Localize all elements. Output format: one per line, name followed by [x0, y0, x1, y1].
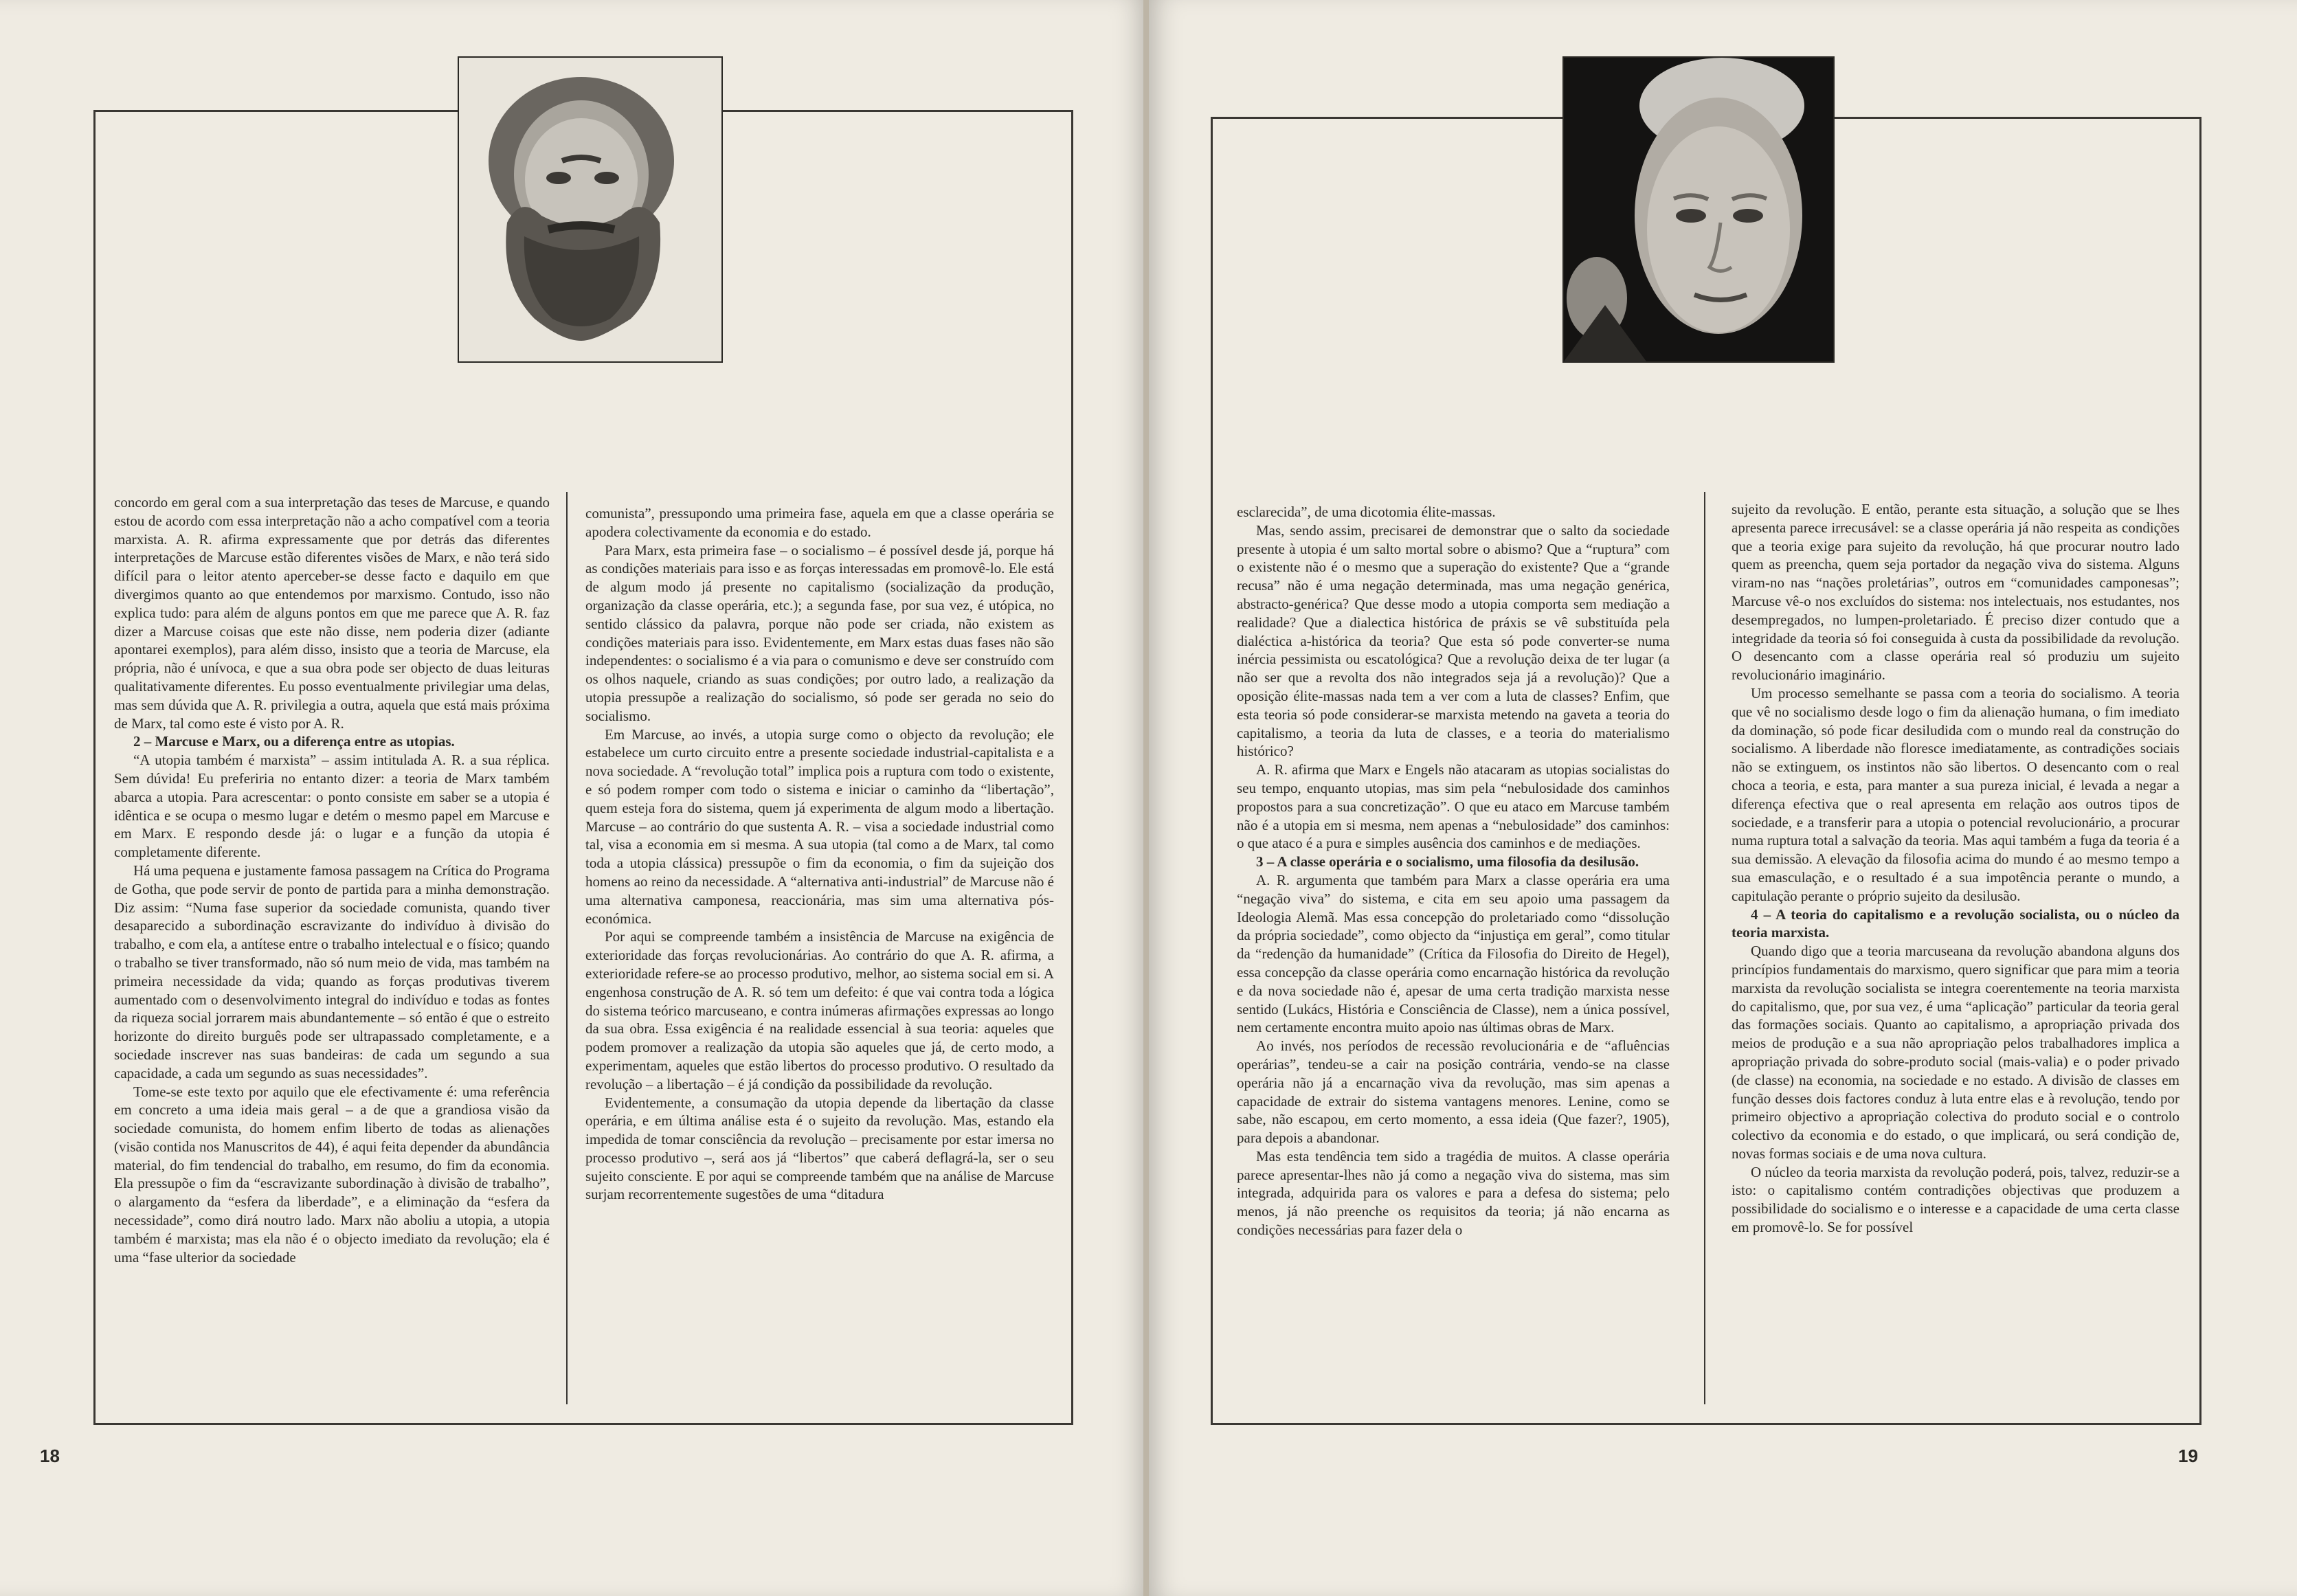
right-page-column-1: [1237, 503, 1670, 1239]
paragraph: Quando digo que a teoria marcuseana da revolução abandona alguns dos princípios fundamentais do marxismo, quero significar que para mim a teoria marxista da revolução socialista se integra coerentemente na teoria marxista do capitalismo, que, por sua vez, é uma “aplicação” particular da teoria geral das formações sociais. Quanto ao capitalismo, a apropriação privada dos meios de produção e a sua não apropriação pelos trabalhadores implica a apropriação privada do sobre-produto social (mais-valia) e o poder privado (de classe) na economia, na sociedade e no estado. A divisão de classes em função desses dois factores conduz à luta entre elas e à revolução, tendo por primeiro objectivo a apropriação colectiva do produto social e o controlo colectivo da economia e do estado, o que implicará, ou será condição de, novas formas sociais e de uma nova cultura.: [1732, 943, 2180, 1162]
left-page-column-1: [114, 493, 550, 1266]
paragraph: “A utopia também é marxista” – assim intitulada A. R. a sua réplica. Sem dúvida! Eu preferiria no entanto dizer: a teoria de Marx também abarca a utopia. Para acrescentar: o ponto consiste em saber se a utopia é idêntica e se ocupa o mesmo lugar e detém o mesmo papel em Marcuse e em Marx. E respondo desde já: o lugar e a função da utopia é completamente diferente.: [114, 752, 550, 861]
paragraph: Tome-se este texto por aquilo que ele efectivamente é: uma referência em concreto a uma ideia mais geral – a de que a grandiosa visão da sociedade comunista, do homem enfim liberto de todas as alienações (visão contida nos Manuscritos de 44), é aqui feita depender da abundância material, do fim tendencial do trabalho, em resumo, do fim da economia. Ela pressupõe o fim da “escravizante subordinação à divisão de trabalho”, o alargamento da “esfera da liberdade”, e a eliminação da “esfera da necessidade”, como dirá noutro lado. Marx não aboliu a utopia, a utopia também é marxista; mas ela não é o objecto imediato da revolução; ela é uma “fase ulterior da sociedade: [114, 1083, 550, 1266]
left-page: [0, 0, 1146, 1596]
paragraph: concordo em geral com a sua interpretação das teses de Marcuse, e quando estou de acordo com essa interpretação não a acho compatível com a teoria marxista. A. R. afirma expressamente que por detrás das diferentes interpretações de Marcuse estão diferentes visões de Marx, e não terá sido difícil para o leitor atento aperceber-se desse facto e daquilo em que divergimos quanto ao que entendemos por marxismo. Contudo, isso não explica tudo: para além de alguns pontos em que me parece que A. R. faz dizer a Marcuse coisas que este não disse, nem poderia dizer (adiante apontarei exemplos), para além disso, insisto que a teoria de Marcuse, ela própria, não é unívoca, e que a sua obra pode ser objecto de duas leituras qualitativamente diferentes. Eu posso eventualmente privilegiar uma delas, mas sem dúvida que A. R. privilegia a outra, aquela que está mais próxima de Marx, tal como este é visto por A. R.: [114, 494, 550, 732]
paragraph: O núcleo da teoria marxista da revolução poderá, pois, talvez, reduzir-se a isto: o capitalismo contém contradições objectivas que produzem a possibilidade do socialismo e o interesse e a capacidade de uma certa classe em promovê-lo. Se for possível: [1732, 1163, 2180, 1236]
paragraph: Um processo semelhante se passa com a teoria do socialismo. A teoria que vê no socialismo desde logo o fim da alienação humana, o fim imediato da dominação, só pode ficar desiludida com o mundo real da construção do socialismo. A liberdade não floresce imediatamente, as contradições sociais não se extinguem, os instintos não são libertos. O desencanto com o real choca a teoria, e esta, para manter a sua pureza inicial, é levada a negar a diferença efectiva que o real apresenta em relação aos outros tipos de sociedade, e a transferir para a utopia o potencial revolucionário, a procurar numa ruptura total a salvação da teoria. Mas aqui também a fuga da teoria é a sua demissão. A elevação da filosofia acima do mundo é ao mesmo tempo a sua emasculação, e o resultado é a sua impotência perante o mundo, a capitulação perante o próprio sujeito da desilusão.: [1732, 684, 2180, 904]
paragraph: A. R. afirma que Marx e Engels não atacaram as utopias socialistas do seu tempo, enquanto utopias, mas sim pela “nebulosidade dos caminhos propostos para a sua concretização”. O que eu ataco em Marcuse também não é a utopia em si mesma, nem apenas a “nebulosidade” dos caminhos: o que ataco é a pura e simples ausência dos caminhos e de mediações.: [1237, 761, 1670, 852]
section-heading-3: 3 – A classe operária e o socialismo, uma filosofia da desilusão.: [1256, 853, 1639, 870]
section-heading-4: 4 – A teoria do capitalismo e a revolução socialista, ou o núcleo da teoria marxista.: [1732, 906, 2180, 941]
paragraph: A. R. argumenta que também para Marx a classe operária era uma “negação viva” do sistema, e cita em seu apoio uma passagem da Ideologia Alemã. Mas essa concepção do proletariado como “dissolução da própria sociedade”, como objecto da “injustiça em geral”, como titular da “redenção da humanidade” (Crítica da Filosofia do Direito de Hegel), essa concepção da classe operária como encarnação histórica da revolução e da nova sociedade não é, apesar de uma certa tradição marxista nesse sentido (Lukács, História e Consciência de Classe), nem a única possível, nem certamente encontra muito apoio nas últimas obras de Marx.: [1237, 871, 1670, 1036]
paragraph: Evidentemente, a consumação da utopia depende da libertação da classe operária, e em última análise esta é o sujeito da revolução. Mas, estando ela impedida de tomar consciência da revolução – precisamente por estar imersa no processo produtivo –, será aos já “libertos” que caberá deflagrá-la, ser o seu sujeito consciente. E por aqui se compreende também que na análise de Marcuse surjam recorrentemente sugestões de uma “ditadura: [585, 1094, 1054, 1203]
left-page-column-2: [585, 504, 1054, 1204]
right-page-column-2: [1732, 500, 2180, 1237]
paragraph: Por aqui se compreende também a insistência de Marcuse na exigência de exterioridade das forças revolucionárias. Ao contrário do que A. R. afirma, a exterioridade refere-se ao processo produtivo, melhor, ao sistema social em si. A engenhosa construção de A. R. só tem um defeito: é que vai contra toda a lógica do sistema teórico marcuseano, e contra inúmeras afirmações expressas ao longo da sua obra. Essa exigência é na realidade essencial à sua teoria: aqueles que podem promover a realização da utopia são aqueles que já, de certo modo, a experimentam, aqueles que estão libertos do processo produtivo. O resultado da revolução – a libertação – é já condição da possibilidade da revolução.: [585, 928, 1054, 1092]
column-divider: [1704, 492, 1705, 1404]
elderly-man-portrait: [1564, 58, 1833, 361]
paragraph: Há uma pequena e justamente famosa passagem na Crítica do Programa de Gotha, que pode servir de ponto de partida para a minha demonstração. Diz assim: “Numa fase superior da sociedade comunista, quando tiver desaparecido a subordinação escravizante do indivíduo à divisão do trabalho, e com ela, a antítese entre o trabalho intelectual e o físico; quando o trabalho se tiver transformado, não só num meio de vida, mas também na primeira necessidade da vida; quando as forças produtivas tiverem aumentado com o desenvolvimento integral do indivíduo e todas as fontes da riqueza social jorrarem mais abundantemente – só então é que o estreito horizonte do direito burguês pode ser ultrapassado completamente, e a sociedade inscrever nas suas bandeiras: de cada um segundo a sua capacidade, a cada um segundo as suas necessidades”.: [114, 862, 550, 1081]
bearded-man-portrait: [459, 58, 721, 361]
portrait-photo-marcuse: [1562, 56, 1835, 363]
paragraph: comunista”, pressupondo uma primeira fase, aquela em que a classe operária se apodera colectivamente da economia e do estado.: [585, 505, 1054, 540]
paragraph: sujeito da revolução. E então, perante esta situação, a solução que se lhes apresenta parece irrecusável: se a classe operária já não respeita as condições que a teoria exige para sujeito da revolução, há que procurar noutro lado quem as preencha, quem seja portador da negação viva do sistema. Alguns viram-no nas “nações proletárias”, outros em “comunidades camponesas”; Marcuse vê-o nos excluídos do sistema: nos intelectuais, nos estudantes, nos desempregados, no lumpen-proletariado. É preciso dizer contudo que a integridade da teoria só foi conseguida à custa da possibilidade da revolução. O desencanto com a classe operária real só produziu um sujeito revolucionário imaginário.: [1732, 501, 2180, 684]
paragraph: esclarecida”, de uma dicotomia élite-massas.: [1237, 504, 1496, 520]
paragraph: Para Marx, esta primeira fase – o socialismo – é possível desde já, porque há as condições materiais para isso e as forças interessadas em promovê-lo. Ele está de algum modo já presente no capitalismo (socialização da produção, organização da classe operária, etc.); a segunda fase, por sua vez, é utópica, no sentido clássico da palavra, porque não pode ser criada, não existem as condições materiais para isso. Evidentemente, em Marx estas duas fases não são independentes: o socialismo é a via para o comunismo e deve ser construído com os olhos naquele, criando as suas condições; por outro lado, a realização da utopia pressupõe a realização do socialismo, só pode ser gerada no seio do socialismo.: [585, 541, 1054, 724]
paragraph: Mas esta tendência tem sido a tragédia de muitos. A classe operária parece apresentar-lhes não já como a negação viva do sistema, mas sim integrada, adquirida para os valores e para a defesa do sistema; pelo menos, já não preenche os requisitos da teoria; já não encarna as condições necessárias para fazer dela o: [1237, 1147, 1670, 1239]
paragraph: Em Marcuse, ao invés, a utopia surge como o objecto da revolução; ele estabelece um curto circuito entre a presente sociedade industrial-capitalista e a nova sociedade. A “revolução total” implica pois a ruptura com todo o existente, e só podem romper com todo o sistema e iniciar o caminho da “libertação”, quem esteja fora do sistema, quem já experimenta de algum modo a libertação. Marcuse – ao contrário do que sustenta A. R. – visa a sociedade industrial como tal, visa a economia em si mesma. A sua utopia (tal como a de Marx, tal como toda a utopia clássica) pressupõe o fim da economia, o fim da sujeição dos homens ao reino da necessidade. A “alternativa anti-industrial” de Marcuse não é uma alternativa camponesa, reaccionária, mas sim uma alternativa pós-económica.: [585, 726, 1054, 927]
section-heading-2: 2 – Marcuse e Marx, ou a diferença entre as utopias.: [133, 733, 455, 750]
page-number: 18: [40, 1446, 60, 1466]
paragraph: Ao invés, nos períodos de recessão revolucionária e de “afluências operárias”, tendeu-se a cair na posição contrária, vendo-se na classe operária não já a encarnação viva da revolução, mas sim apenas a capacidade de extrair do sistema vantagens menores. Lenine, como se sabe, não escapou, em certo momento, a essa ideia (Que fazer?, 1905), para depois a abandonar.: [1237, 1037, 1670, 1147]
page-number: 19: [2178, 1446, 2198, 1466]
paragraph: Mas, sendo assim, precisarei de demonstrar que o salto da sociedade presente à utopia é um salto mortal sobre o abismo? Que a “ruptura” com o existente não é o mesmo que a superação do existente? Que a “grande recusa” não é uma negação determinada, mas uma negação genérica, abstracto-genérica? Que desse modo a utopia comporta sem mediação a realidade? Que a dialectica histórica de práxis se vê substituída pela dialéctica a-histórica da teoria? Que esta só pode converter-se numa inércia pessimista ou escatológica? Que a revolução deixa de ter lugar (a não ser que a revolta dos não integrados seja já a revolução)? Que a oposição élite-massas nada tem a ver com a luta de classes? Enfim, que esta teoria só pode considerar-se marxista metendo na gaveta a teoria do capitalismo, a teoria da luta de classes, e a teoria do materialismo histórico?: [1237, 521, 1670, 760]
portrait-photo-marx: [458, 56, 723, 363]
column-divider: [566, 492, 568, 1404]
